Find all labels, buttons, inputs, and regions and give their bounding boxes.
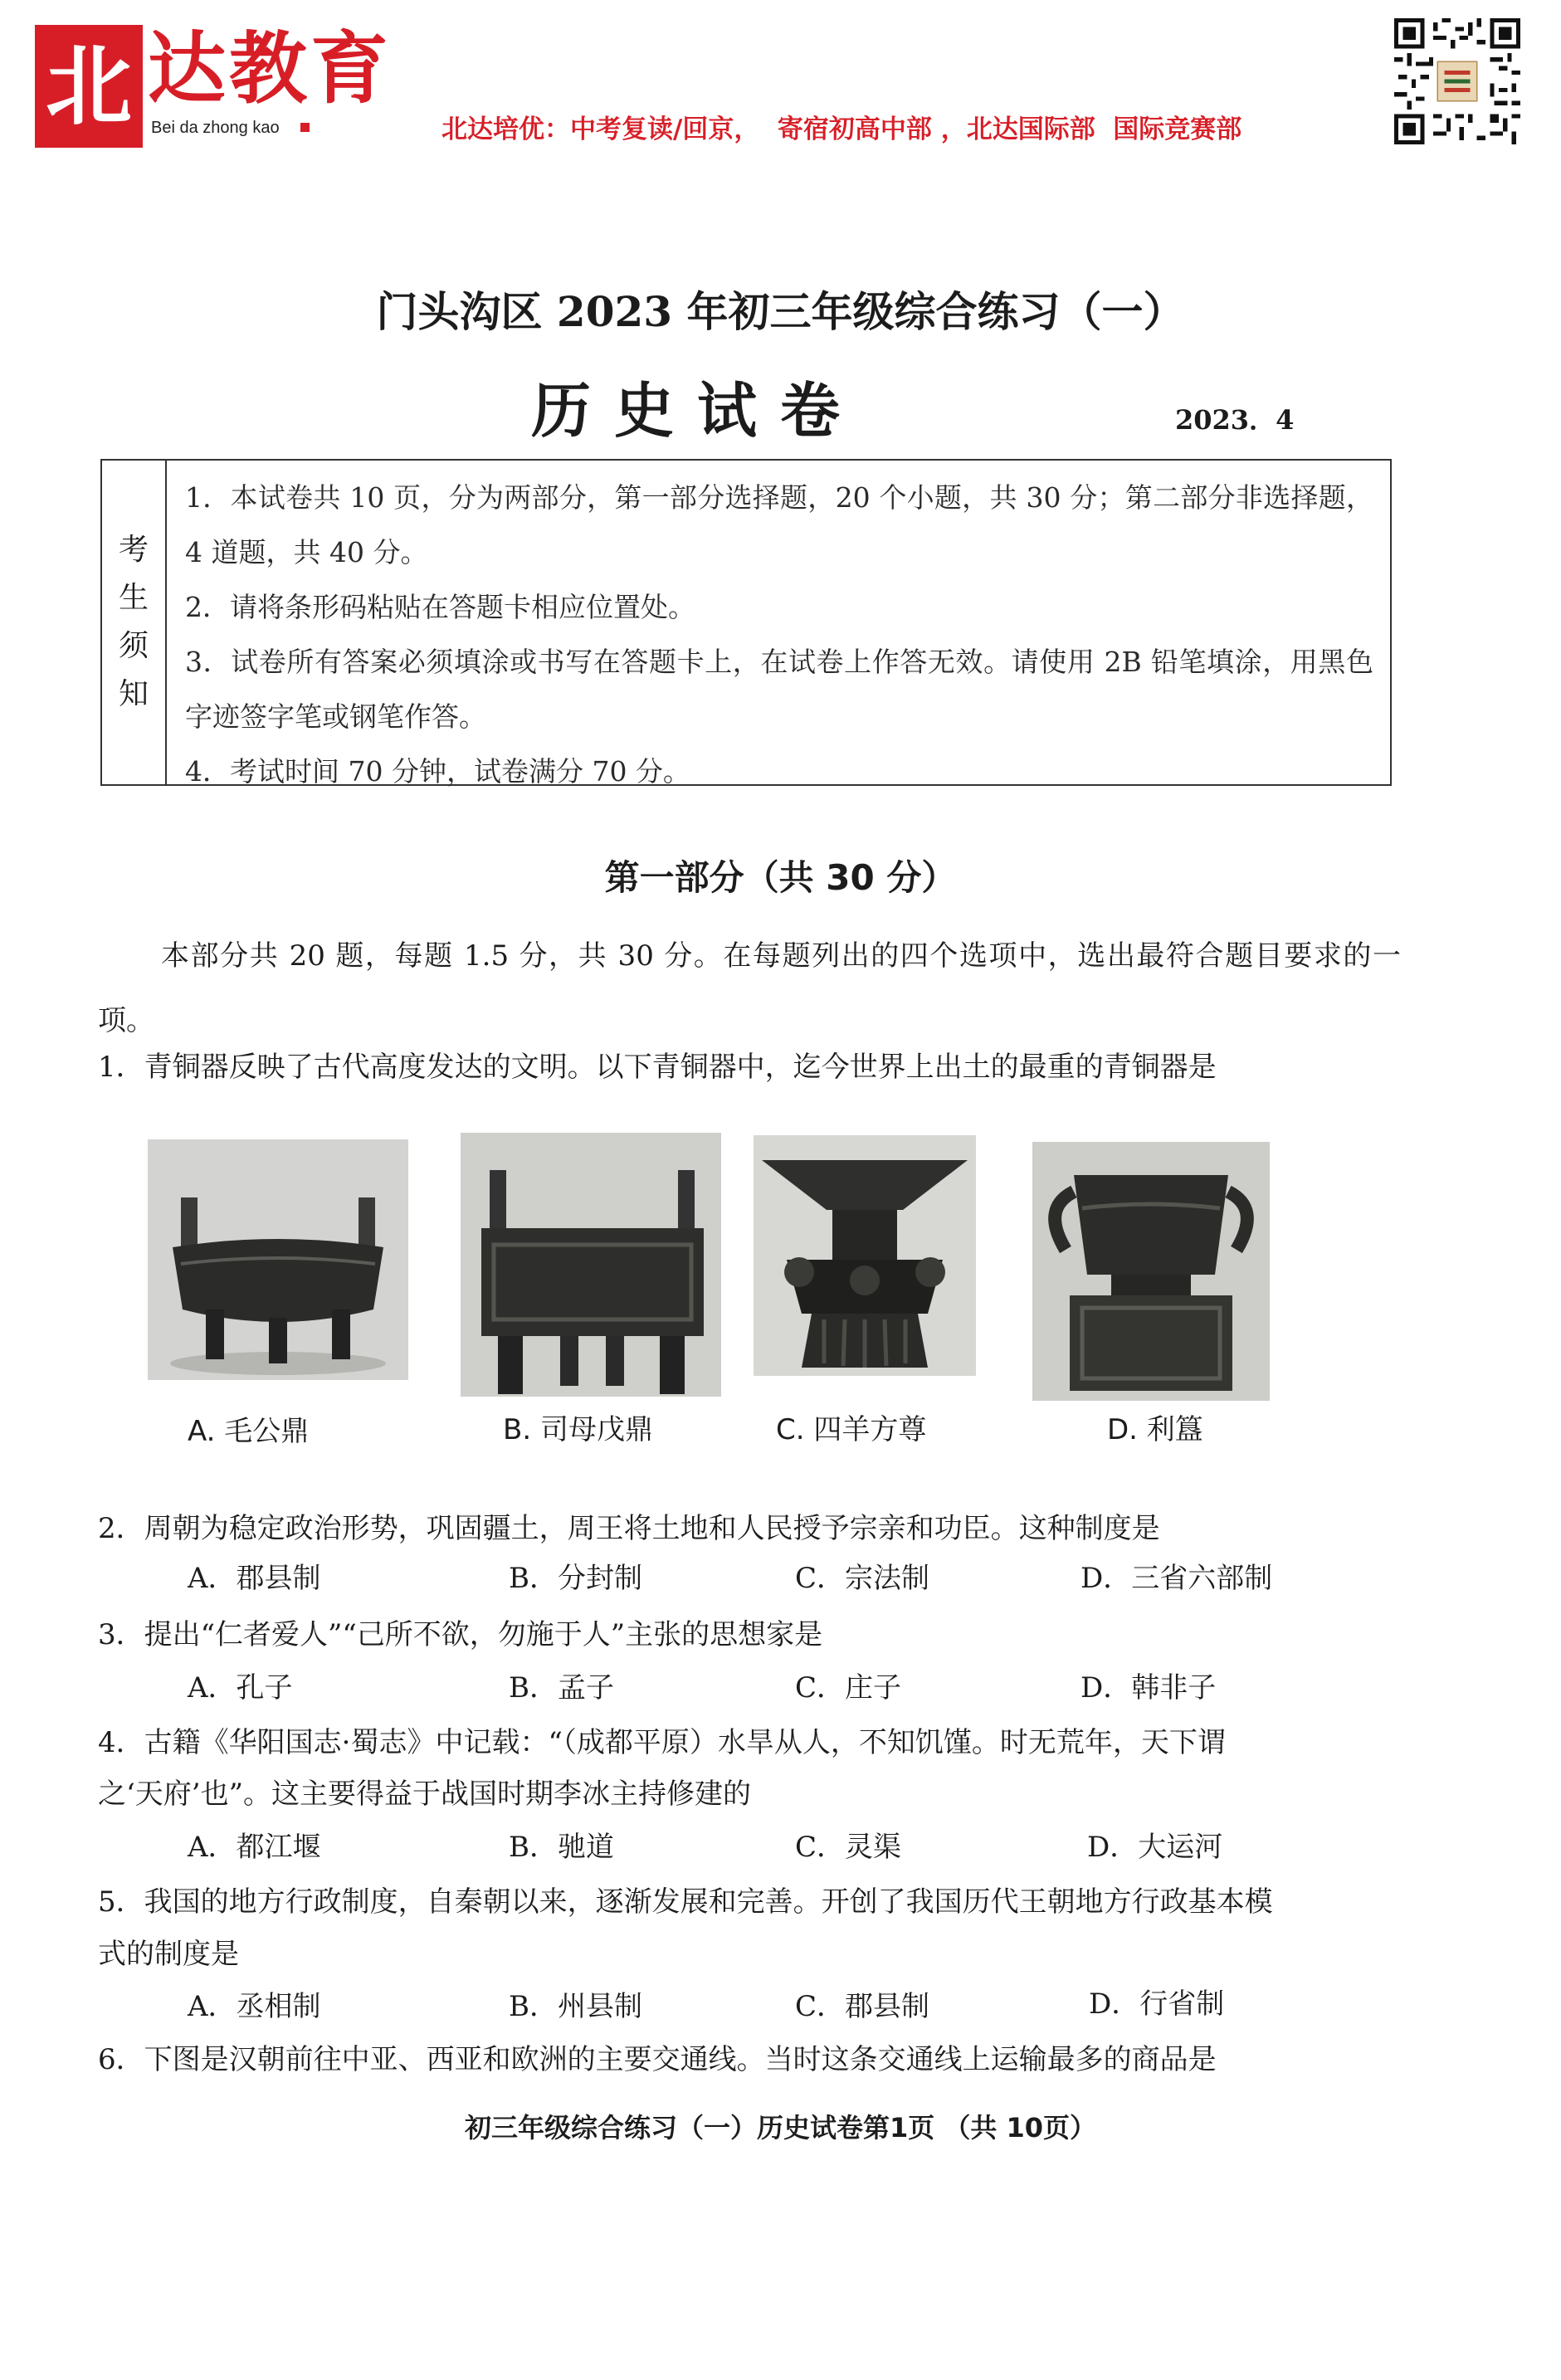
q1-option-d: D. 利簋 — [1107, 1413, 1203, 1446]
notice-body — [185, 471, 1373, 799]
q3-option-d: D．韩非子 — [1081, 1671, 1217, 1705]
q4-option-c: C．灵渠 — [795, 1831, 902, 1864]
question-4-stem-line2: 之‘天府’也”。这主要得益于战国时期李冰主持修建的 — [98, 1778, 751, 1811]
qr-code-icon — [1394, 18, 1520, 144]
notice-label-char: 生 — [118, 581, 149, 615]
q1-option-c: C. 四羊方尊 — [776, 1413, 927, 1446]
q2-option-c: C．宗法制 — [795, 1562, 930, 1595]
notice-label-char: 知 — [118, 677, 149, 711]
question-2-stem: 2．周朝为稳定政治形势，巩固疆土，周王将土地和人民授予宗亲和功臣。这种制度是 — [98, 1512, 1160, 1545]
subject-title: 历史试卷 — [531, 375, 864, 446]
bronze-gui-li-image — [1032, 1142, 1270, 1401]
q3-option-b: B．孟子 — [509, 1671, 614, 1705]
q4-option-d: D．大运河 — [1087, 1831, 1223, 1864]
logo-char: 北 — [45, 35, 132, 137]
logo-mark — [35, 25, 143, 148]
question-5-stem-line1: 5．我国的地方行政制度，自秦朝以来，逐渐发展和完善。开创了我国历代王朝地方行政基本模 — [98, 1885, 1273, 1919]
brand-subtitle: Bei da zhong kao — [151, 119, 280, 137]
part-title: 第一部分（共 30 分） — [604, 857, 957, 898]
bronze-zun-siyang-image — [754, 1135, 976, 1376]
q1-option-b: B. 司母戊鼎 — [503, 1413, 653, 1446]
question-4-stem-line1: 4．古籍《华阳国志·蜀志》中记载：“（成都平原）水旱从人，不知饥馑。时无荒年，天下谓 — [98, 1726, 1226, 1759]
notice-item: 2．请将条形码粘贴在答题卡相应位置处。 — [185, 591, 695, 623]
q2-option-a: A．郡县制 — [188, 1562, 321, 1595]
question-3-stem: 3．提出“仁者爱人”“己所不欲，勿施于人”主张的思想家是 — [98, 1618, 823, 1651]
brand-dot — [300, 123, 310, 132]
q4-option-a: A．都江堰 — [188, 1831, 321, 1864]
q5-option-d: D．行省制 — [1089, 1987, 1225, 2021]
brand-name: 达教育 — [148, 23, 393, 115]
page-footer: 初三年级综合练习（一）历史试卷第1页 （共 10页） — [464, 2112, 1097, 2143]
notice-item: 3．试卷所有答案必须填涂或书写在答题卡上，在试卷上作答无效。请使用 2B 铅笔填涂，用黑色字迹签字笔或钢笔作答。 — [185, 646, 1373, 733]
notice-box — [100, 459, 1392, 786]
q1-option-a: A. 毛公鼎 — [188, 1415, 310, 1448]
bronze-ding-maogong-image — [148, 1139, 408, 1380]
q4-option-b: B．驰道 — [509, 1831, 614, 1864]
exam-date: 2023．4 — [1175, 404, 1295, 436]
question-1-stem: 1．青铜器反映了古代高度发达的文明。以下青铜器中，迄今世界上出土的最重的青铜器是 — [98, 1051, 1217, 1084]
question-5-stem-line2: 式的制度是 — [98, 1938, 239, 1971]
notice-label-char: 考 — [118, 533, 149, 567]
q5-option-a: A．丞相制 — [188, 1990, 321, 2023]
q5-option-b: B．州县制 — [509, 1990, 642, 2023]
exam-title: 门头沟区 2023 年初三年级综合练习（一） — [376, 287, 1185, 336]
q3-option-c: C．庄子 — [795, 1671, 902, 1705]
q2-option-b: B．分封制 — [509, 1562, 642, 1595]
notice-item: 4．考试时间 70 分钟，试卷满分 70 分。 — [185, 755, 690, 788]
notice-label — [102, 461, 167, 784]
q3-option-a: A．孔子 — [188, 1671, 293, 1705]
q5-option-c: C．郡县制 — [795, 1990, 930, 2023]
part-instruction: 本部分共 20 题，每题 1.5 分，共 30 分。在每题列出的四个选项中，选出最符合题目要求的一项。 — [98, 939, 1401, 1037]
q2-option-d: D．三省六部制 — [1081, 1562, 1273, 1595]
notice-item: 1．本试卷共 10 页，分为两部分，第一部分选择题，20 个小题，共 30 分；第二部分非选择题，4 道题，共 40 分。 — [185, 481, 1373, 568]
notice-label-char: 须 — [118, 629, 149, 663]
slogan: 北达培优：中考复读/回京， 寄宿初高中部 ，北达国际部 国际竞赛部 — [441, 115, 1242, 144]
bronze-ding-simuwu-image — [461, 1133, 721, 1397]
question-6-stem: 6．下图是汉朝前往中亚、西亚和欧洲的主要交通线。当时这条交通线上运输最多的商品是 — [98, 2043, 1217, 2076]
